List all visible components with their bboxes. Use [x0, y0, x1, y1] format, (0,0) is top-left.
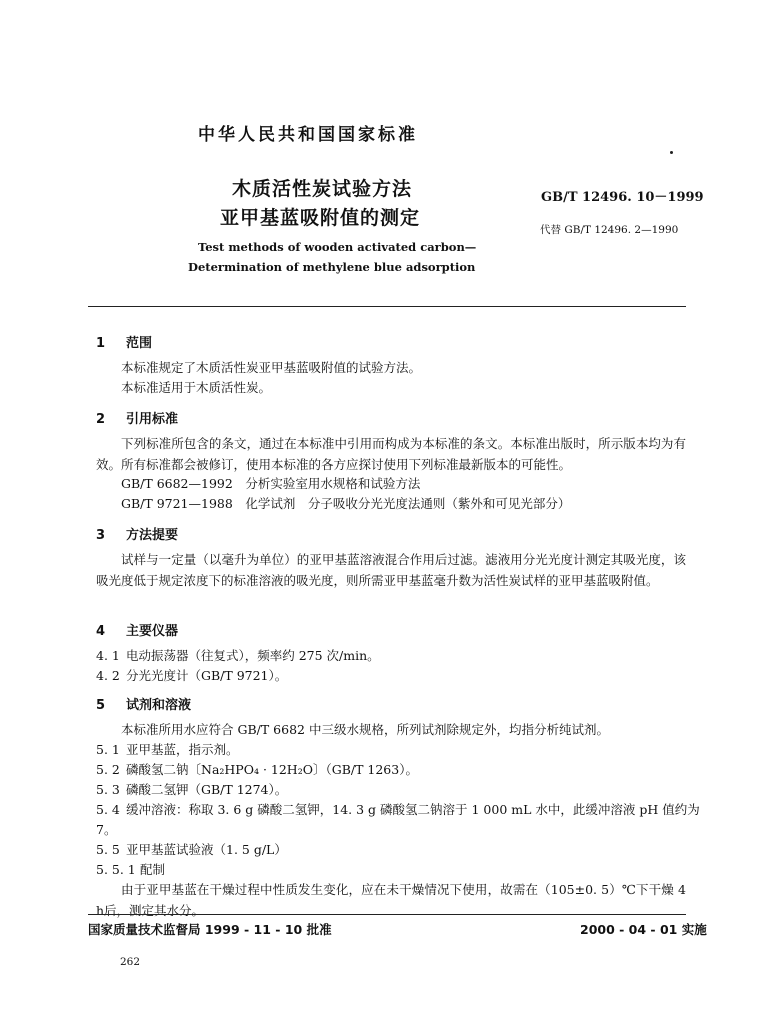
title-cn-line2: 亚甲基蓝吸附值的测定	[220, 207, 421, 229]
section-heading-2	[96, 408, 178, 427]
page-number: 262	[120, 956, 141, 968]
section-number: 1	[96, 336, 106, 351]
section-number: 2	[96, 412, 106, 427]
s5-item-5	[96, 839, 287, 860]
s2-reference-1: GB/T 6682—1992 分析实验室用水规格和试验方法	[121, 476, 421, 491]
s2-reference-2: GB/T 9721—1988 化学试剂 分子吸收分光光度法通则（紫外和可见光部分）	[121, 496, 571, 511]
section-number: 3	[96, 528, 106, 543]
item-text: 亚甲基蓝试验液（1. 5 g/L）	[126, 842, 287, 857]
section-title: 方法提要	[126, 528, 179, 543]
s5-item-4-continuation: 7。	[96, 822, 117, 837]
s4-item-1	[96, 645, 380, 666]
section-heading-3	[96, 524, 178, 543]
section-title: 试剂和溶液	[126, 698, 192, 713]
section-number: 5	[96, 698, 106, 713]
item-text: 亚甲基蓝，指示剂。	[126, 742, 239, 757]
replaces-standard: 代替 GB/T 12496. 2—1990	[540, 224, 679, 236]
implementation-date: 2000 - 04 - 01 实施	[580, 922, 707, 937]
section-title: 主要仪器	[126, 624, 179, 639]
section-title: 引用标准	[126, 412, 179, 427]
approval-line: 国家质量技术监督局 1999 - 11 - 10 批准	[88, 922, 332, 937]
s1-paragraph-1: 本标准规定了木质活性炭亚甲基蓝吸附值的试验方法。	[121, 360, 422, 375]
item-text: 磷酸二氢钾（GB/T 1274）。	[126, 782, 288, 797]
s5-subitem-5-1-paragraph: 由于亚甲基蓝在干燥过程中性质发生变化，应在未干燥情况下使用，故需在（105±0. 5）℃下干燥 4 h后，测定其水分。	[96, 882, 686, 918]
title-en-line1: Test methods of wooden activated carbon—	[198, 240, 477, 254]
s4-item-2	[96, 665, 287, 686]
country-standard-title: 中华人民共和国国家标准	[198, 125, 418, 145]
s2-paragraph: 下列标准所包含的条文，通过在本标准中引用而构成为本标准的条文。本标准出版时，所示版本均为有效。所有标准都会被修订，使用本标准的各方应探讨使用下列标准最新版本的可能性。	[96, 436, 686, 472]
item-text: 电动振荡器（往复式），频率约 275 次/min。	[126, 648, 380, 663]
item-text: 分光光度计（GB/T 9721）。	[126, 668, 288, 683]
section-title: 范围	[126, 336, 153, 351]
title-cn-line1: 木质活性炭试验方法	[232, 178, 413, 200]
section-number: 4	[96, 624, 106, 639]
item-text: 缓冲溶液：称取 3. 6 g 磷酸二氢钾，14. 3 g 磷酸氢二钠溶于 1 000 mL 水中，此缓冲溶液 pH 值约为	[126, 802, 700, 817]
item-number: 5. 3	[96, 782, 120, 797]
footer-divider	[88, 914, 686, 915]
section-heading-1	[96, 332, 152, 351]
item-number: 4. 2	[96, 668, 120, 683]
item-number: 5. 5. 1	[96, 862, 136, 877]
section-heading-4	[96, 620, 178, 639]
item-number: 5. 2	[96, 762, 120, 777]
s5-item-3	[96, 779, 287, 800]
s3-paragraph: 试样与一定量（以毫升为单位）的亚甲基蓝溶液混合作用后过滤。滤液用分光光度计测定其吸光度，该吸光度低于规定浓度下的标准溶液的吸光度，则所需亚甲基蓝毫升数为活性炭试样的亚甲基蓝吸附值。	[96, 552, 686, 588]
s1-paragraph-2: 本标准适用于木质活性炭。	[121, 380, 272, 395]
decorative-dot	[670, 151, 673, 154]
item-text: 配制	[140, 862, 166, 877]
item-text: 磷酸氢二钠〔Na₂HPO₄ · 12H₂O〕（GB/T 1263）。	[126, 762, 418, 777]
standard-code: GB/T 12496. 10－1999	[541, 190, 704, 205]
item-number: 5. 5	[96, 842, 120, 857]
item-number: 4. 1	[96, 648, 120, 663]
item-number: 5. 1	[96, 742, 120, 757]
s5-item-2	[96, 759, 418, 780]
s5-item-1	[96, 739, 239, 760]
s5-item-4	[96, 799, 700, 820]
header-divider	[88, 306, 686, 307]
title-en-line2: Determination of methylene blue adsorption	[188, 260, 476, 274]
section-heading-5	[96, 694, 191, 713]
item-number: 5. 4	[96, 802, 120, 817]
s5-subitem-5-1	[96, 859, 165, 880]
s5-intro: 本标准所用水应符合 GB/T 6682 中三级水规格，所列试剂除规定外，均指分析纯试剂。	[121, 722, 609, 737]
